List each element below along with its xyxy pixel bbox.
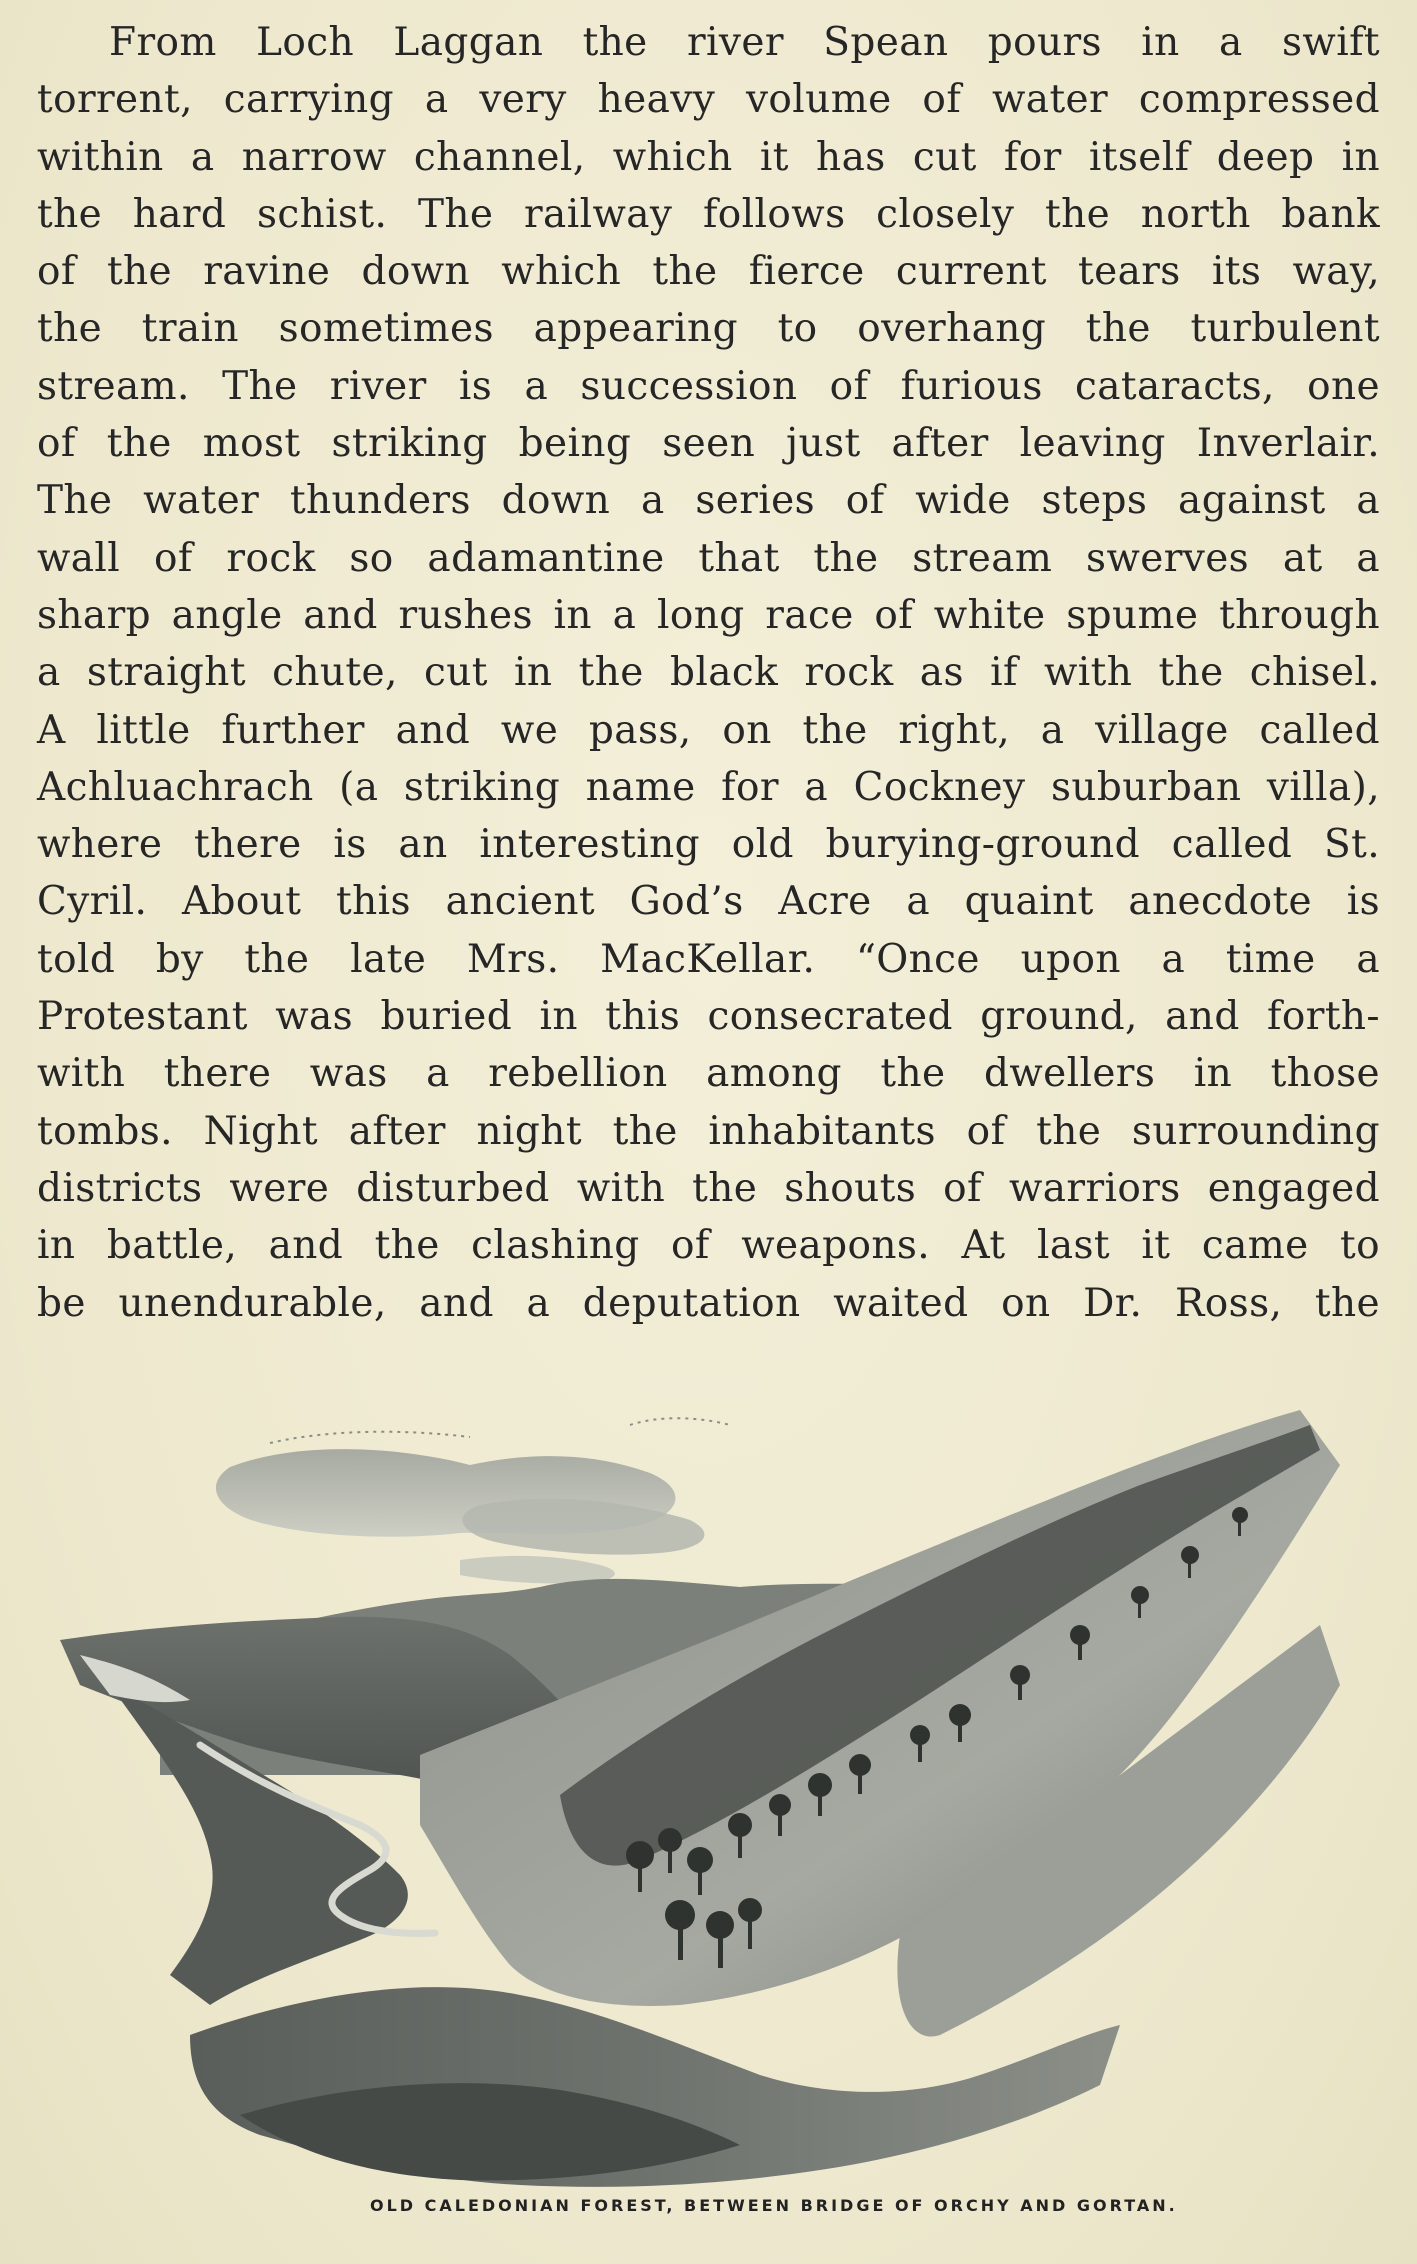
text-line-23: be unendurable, and a deputation waited on Dr. Ross, the bbox=[37, 1280, 1380, 1326]
text-line-11: sharp angle and rushes in a long race of white spume through bbox=[37, 592, 1380, 638]
text-line-2: torrent, carrying a very heavy volume of water compressed bbox=[37, 77, 1380, 123]
text-line-21: districts were disturbed with the shouts of warriors engaged bbox=[37, 1165, 1380, 1211]
text-line-6: the train sometimes appearing to overhang the turbulent bbox=[37, 306, 1380, 352]
text-line-8: of the most striking being seen just after leaving Inverlair. bbox=[37, 421, 1380, 467]
text-line-10: wall of rock so adamantine that the stream swerves at a bbox=[37, 535, 1380, 581]
text-line-18: Protestant was buried in this consecrated ground, and forth- bbox=[37, 994, 1380, 1040]
text-line-22: in battle, and the clashing of weapons. At last it came to bbox=[37, 1223, 1380, 1269]
text-line-19: with there was a rebellion among the dwellers in those bbox=[37, 1051, 1380, 1097]
text-line-17: told by the late Mrs. MacKellar. “Once upon a time a bbox=[37, 936, 1380, 982]
text-line-5: of the ravine down which the fierce current tears its way, bbox=[37, 249, 1380, 295]
text-line-9: The water thunders down a series of wide steps against a bbox=[37, 478, 1380, 524]
text-line-3: within a narrow channel, which it has cut for itself deep in bbox=[37, 134, 1380, 180]
text-line-20: tombs. Night after night the inhabitants of the surrounding bbox=[37, 1108, 1380, 1154]
figure-caption: OLD CALEDONIAN FOREST, BETWEEN BRIDGE OF ORCHY AND GORTAN. bbox=[370, 2196, 1178, 2215]
text-line-16: Cyril. About this ancient God’s Acre a quaint anecdote is bbox=[37, 879, 1380, 925]
text-line-4: the hard schist. The railway follows closely the north bank bbox=[37, 191, 1380, 237]
text-line-7: stream. The river is a succession of furious cataracts, one bbox=[37, 363, 1380, 409]
engraving-image bbox=[40, 1355, 1380, 2225]
text-line-1: From Loch Laggan the river Spean pours in a swift bbox=[109, 20, 1380, 65]
text-line-14: Achluachrach (a striking name for a Cockney suburban villa), bbox=[37, 764, 1380, 810]
body-text bbox=[37, 14, 1380, 1332]
landscape-illustration bbox=[40, 1355, 1380, 2225]
text-line-12: a straight chute, cut in the black rock as if with the chisel. bbox=[37, 650, 1380, 696]
text-line-15: where there is an interesting old burying-ground called St. bbox=[37, 822, 1380, 868]
cloud-shapes bbox=[216, 1418, 730, 1583]
text-line-13: A little further and we pass, on the right, a village called bbox=[37, 707, 1380, 753]
